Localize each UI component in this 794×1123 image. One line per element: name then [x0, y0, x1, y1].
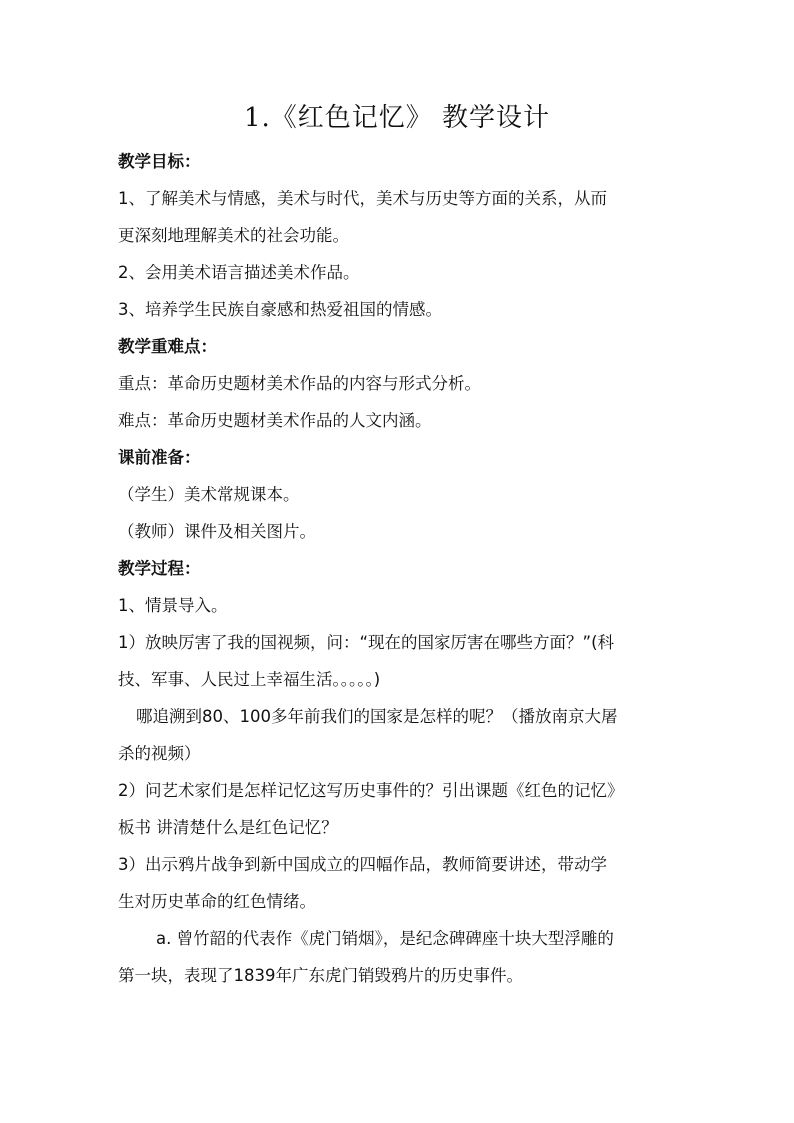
goal-1-line-2: 更深刻地理解美术的社会功能。 [118, 226, 349, 245]
goal-2: 2、会用美术语言描述美术作品。 [118, 263, 360, 282]
document-title: 1.《红色记忆》 教学设计 [243, 103, 551, 133]
step-1-2-line-1: 2）问艺术家们是怎样记忆这写历史事件的？引出课题《红色的记忆》 [118, 781, 624, 800]
step-1-1-line-1: 1）放映厉害了我的国视频，问：“现在的国家厉害在哪些方面？”(科 [118, 633, 615, 652]
step-1-3-line-1: 3）出示鸦片战争到新中国成立的四幅作品，教师简要讲述，带动学 [118, 855, 607, 874]
step-1: 1、情景导入。 [118, 596, 228, 615]
goals-heading: 教学目标： [118, 152, 201, 171]
step-1-2-line-2: 板书 讲清楚什么是红色记忆？ [118, 818, 338, 837]
step-1-1-line-2: 技、军事、人民过上幸福生活。。。。。) [118, 670, 381, 689]
step-1-1-line-4: 杀的视频） [118, 744, 201, 763]
goal-3: 3、培养学生民族自豪感和热爱祖国的情感。 [118, 300, 442, 319]
process-heading: 教学过程： [118, 559, 201, 578]
difficult-point: 难点：革命历史题材美术作品的人文内涵。 [118, 411, 432, 430]
key-points-heading: 教学重难点： [118, 337, 217, 356]
step-1-3-line-2: 生对历史革命的红色情绪。 [118, 892, 316, 911]
preparation-heading: 课前准备： [118, 448, 201, 467]
step-1-1-line-3: 哪追溯到80、100多年前我们的国家是怎样的呢？（播放南京大屠 [136, 707, 618, 726]
goal-1-line-1: 1、了解美术与情感，美术与时代，美术与历史等方面的关系，从而 [118, 189, 607, 208]
prep-teacher: （教师）课件及相关图片。 [118, 522, 316, 541]
work-a-line-1: a. 曾竹韶的代表作《虎门销烟》，是纪念碑碑座十块大型浮雕的 [156, 929, 614, 948]
work-a-line-2: 第一块，表现了1839年广东虎门销毁鸦片的历史事件。 [118, 966, 523, 985]
prep-student: （学生）美术常规课本。 [118, 485, 300, 504]
key-point: 重点：革命历史题材美术作品的内容与形式分析。 [118, 374, 481, 393]
